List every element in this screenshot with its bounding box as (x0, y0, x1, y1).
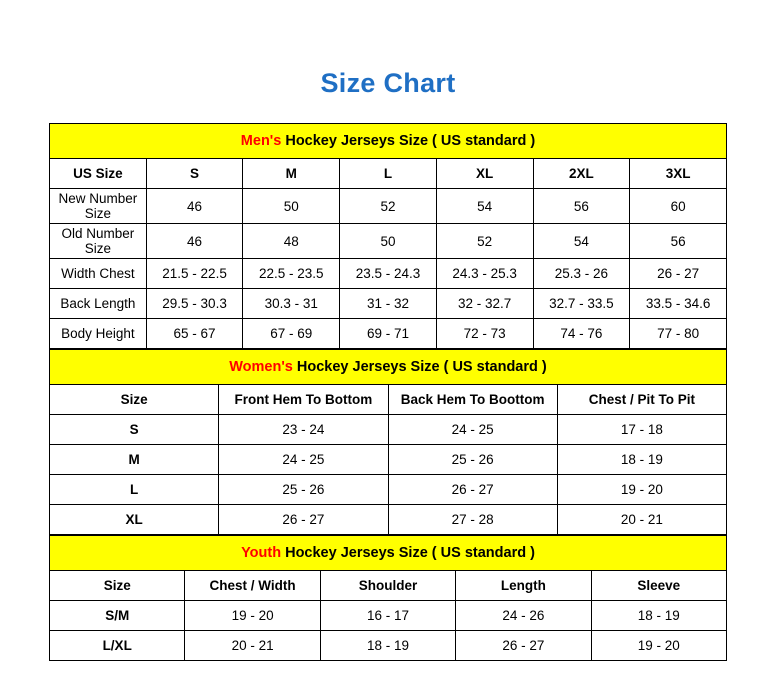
youth-r1-c4: 19 - 20 (591, 631, 726, 661)
mens-r1-c6: 56 (630, 224, 727, 259)
youth-r0-c0: S/M (50, 601, 185, 631)
table-row (50, 475, 727, 505)
mens-col-6: 3XL (630, 159, 727, 189)
youth-r1-c0: L/XL (50, 631, 185, 661)
mens-col-4: XL (436, 159, 533, 189)
mens-r2-c4: 24.3 - 25.3 (436, 259, 533, 289)
womens-section-header (50, 350, 727, 385)
size-tables-container (49, 99, 727, 661)
youth-section-header-cell (50, 536, 727, 571)
womens-r2-c3: 19 - 20 (557, 475, 726, 505)
womens-heading-rest: Hockey Jerseys Size ( US standard ) (292, 359, 547, 375)
womens-r1-c2: 25 - 26 (388, 445, 557, 475)
womens-r3-c3: 20 - 21 (557, 505, 726, 535)
womens-r1-c3: 18 - 19 (557, 445, 726, 475)
mens-col-3: L (340, 159, 437, 189)
mens-r0-c1: 46 (146, 189, 243, 224)
womens-r1-c0: M (50, 445, 219, 475)
mens-r2-c2: 22.5 - 23.5 (243, 259, 340, 289)
mens-heading-accent: Men's (240, 133, 282, 149)
youth-r0-c4: 18 - 19 (591, 601, 726, 631)
mens-r4-c2: 67 - 69 (243, 319, 340, 349)
mens-r2-c3: 23.5 - 24.3 (340, 259, 437, 289)
mens-r0-c0: New Number Size (50, 189, 147, 224)
womens-r0-c3: 17 - 18 (557, 415, 726, 445)
mens-section-header (50, 124, 727, 159)
mens-r3-c5: 32.7 - 33.5 (533, 289, 630, 319)
mens-r1-c4: 52 (436, 224, 533, 259)
mens-r2-c0: Width Chest (50, 259, 147, 289)
mens-r3-c3: 31 - 32 (340, 289, 437, 319)
mens-col-1: S (146, 159, 243, 189)
youth-r0-c2: 16 - 17 (320, 601, 455, 631)
youth-col-3: Length (456, 571, 591, 601)
womens-r3-c0: XL (50, 505, 219, 535)
mens-r3-c2: 30.3 - 31 (243, 289, 340, 319)
youth-col-2: Shoulder (320, 571, 455, 601)
womens-r2-c1: 25 - 26 (219, 475, 388, 505)
mens-size-table (49, 123, 727, 349)
youth-col-0: Size (50, 571, 185, 601)
youth-size-table (49, 535, 727, 661)
womens-r3-c1: 26 - 27 (219, 505, 388, 535)
youth-col-1: Chest / Width (185, 571, 320, 601)
womens-r0-c1: 23 - 24 (219, 415, 388, 445)
mens-r1-c5: 54 (533, 224, 630, 259)
mens-r3-c6: 33.5 - 34.6 (630, 289, 727, 319)
mens-r4-c6: 77 - 80 (630, 319, 727, 349)
youth-column-header-row (50, 571, 727, 601)
youth-r1-c1: 20 - 21 (185, 631, 320, 661)
mens-r4-c3: 69 - 71 (340, 319, 437, 349)
youth-section-header (50, 536, 727, 571)
page-title: Size Chart (320, 68, 456, 98)
mens-r0-c4: 54 (436, 189, 533, 224)
mens-heading-rest: Hockey Jerseys Size ( US standard ) (281, 133, 536, 149)
youth-r0-c1: 19 - 20 (185, 601, 320, 631)
mens-r1-c3: 50 (340, 224, 437, 259)
mens-col-0: US Size (50, 159, 147, 189)
womens-section-header-cell (50, 350, 727, 385)
youth-heading-accent: Youth (241, 545, 282, 561)
table-row (50, 415, 727, 445)
youth-r1-c2: 18 - 19 (320, 631, 455, 661)
youth-col-4: Sleeve (591, 571, 726, 601)
table-row (50, 224, 727, 259)
mens-r3-c0: Back Length (50, 289, 147, 319)
womens-r3-c2: 27 - 28 (388, 505, 557, 535)
table-row (50, 319, 727, 349)
womens-heading-accent: Women's (229, 359, 293, 375)
mens-col-2: M (243, 159, 340, 189)
womens-r2-c2: 26 - 27 (388, 475, 557, 505)
mens-r2-c5: 25.3 - 26 (533, 259, 630, 289)
womens-col-2: Back Hem To Boottom (388, 385, 557, 415)
womens-col-3: Chest / Pit To Pit (557, 385, 726, 415)
table-row (50, 631, 727, 661)
mens-r0-c5: 56 (533, 189, 630, 224)
womens-col-0: Size (50, 385, 219, 415)
mens-r4-c5: 74 - 76 (533, 319, 630, 349)
womens-r1-c1: 24 - 25 (219, 445, 388, 475)
womens-r0-c2: 24 - 25 (388, 415, 557, 445)
youth-r1-c3: 26 - 27 (456, 631, 591, 661)
mens-r3-c1: 29.5 - 30.3 (146, 289, 243, 319)
mens-r4-c4: 72 - 73 (436, 319, 533, 349)
womens-column-header-row (50, 385, 727, 415)
youth-heading-rest: Hockey Jerseys Size ( US standard ) (281, 545, 535, 561)
mens-r0-c2: 50 (243, 189, 340, 224)
mens-col-5: 2XL (533, 159, 630, 189)
mens-r2-c6: 26 - 27 (630, 259, 727, 289)
table-row (50, 601, 727, 631)
womens-r2-c0: L (50, 475, 219, 505)
mens-r3-c4: 32 - 32.7 (436, 289, 533, 319)
womens-col-1: Front Hem To Bottom (219, 385, 388, 415)
womens-r0-c0: S (50, 415, 219, 445)
mens-section-header-cell (50, 124, 727, 159)
mens-r1-c2: 48 (243, 224, 340, 259)
table-row (50, 289, 727, 319)
mens-r0-c6: 60 (630, 189, 727, 224)
womens-size-table (49, 349, 727, 535)
mens-r4-c0: Body Height (50, 319, 147, 349)
mens-r4-c1: 65 - 67 (146, 319, 243, 349)
table-row (50, 505, 727, 535)
mens-r1-c0: Old Number Size (50, 224, 147, 259)
mens-column-header-row (50, 159, 727, 189)
youth-r0-c3: 24 - 26 (456, 601, 591, 631)
mens-r1-c1: 46 (146, 224, 243, 259)
mens-r0-c3: 52 (340, 189, 437, 224)
table-row (50, 189, 727, 224)
table-row (50, 259, 727, 289)
mens-r2-c1: 21.5 - 22.5 (146, 259, 243, 289)
table-row (50, 445, 727, 475)
